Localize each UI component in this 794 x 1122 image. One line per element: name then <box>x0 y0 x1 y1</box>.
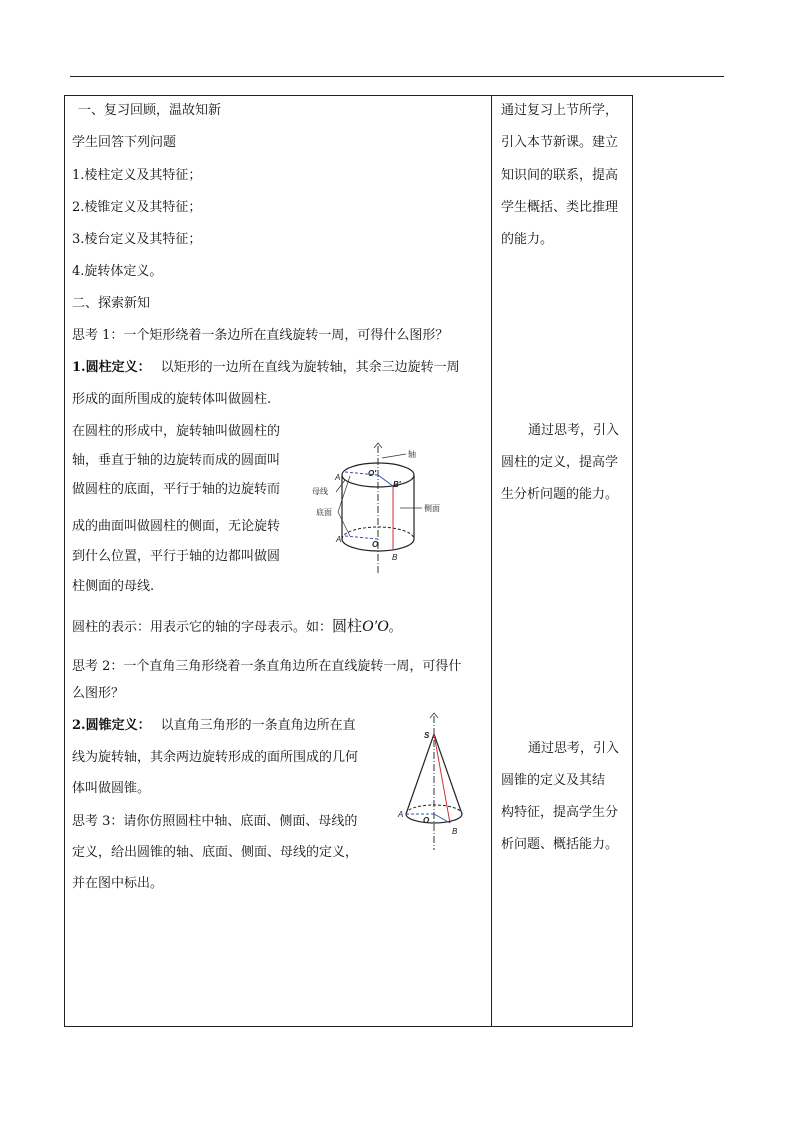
note3-line4: 析问题、概括能力。 <box>501 837 619 852</box>
cone-diagram <box>390 710 480 860</box>
cone-label-O: O <box>423 816 430 825</box>
think-2-line1: 思考 2：一个直角三角形绕着一条直角边所在直线旋转一周，可得什 <box>72 659 462 674</box>
label-O-prime: O′ <box>368 469 377 478</box>
note3-line3: 构特征，提高学生分 <box>501 805 619 820</box>
label-O: O <box>372 540 379 549</box>
note1-line1: 通过复习上节所学， <box>501 103 619 118</box>
repr-end: 。 <box>388 620 402 635</box>
def2-line2: 线为旋转轴，其余两边旋转形成的面所围成的几何 <box>72 750 359 765</box>
cone-label-S: S <box>424 731 430 740</box>
label-axis: 轴 <box>408 450 416 459</box>
think-3-line1: 思考 3：请你仿照圆柱中轴、底面、侧面、母线的 <box>72 814 358 829</box>
label-generatrix: 母线 <box>312 487 328 496</box>
think-3-line2: 定义，给出圆锥的轴、底面、侧面、母线的定义， <box>72 845 359 860</box>
label-B-prime: B′ <box>393 480 401 489</box>
section1-heading: 一、复习回顾，温故知新 <box>78 103 222 118</box>
section2-heading: 二、探索新知 <box>72 296 151 311</box>
column-divider <box>491 95 492 1027</box>
note2-line1: 通过思考，引入 <box>528 423 620 438</box>
section1-intro: 学生回答下列问题 <box>72 135 177 150</box>
question-4: 4.旋转体定义。 <box>72 264 163 279</box>
note3-line2: 圆锥的定义及其结 <box>501 773 606 788</box>
cyl-desc-4: 成的曲面叫做圆柱的侧面，无论旋转 <box>72 519 281 534</box>
question-1: 1.棱柱定义及其特征； <box>72 168 202 183</box>
def1-label: 圆柱定义： <box>85 360 151 375</box>
def1-text: 以矩形的一边所在直线为旋转轴，其余三边旋转一周 <box>160 360 460 375</box>
think-2-line2: 么图形？ <box>72 686 125 701</box>
cyl-desc-6: 柱侧面的母线. <box>72 579 155 594</box>
think-3-line3: 并在图中标出。 <box>72 876 164 891</box>
def2-text: 以直角三角形的一条直角边所在直 <box>160 718 356 733</box>
label-A-prime: A′ <box>336 535 343 544</box>
question-2: 2.棱锥定义及其特征； <box>72 200 202 215</box>
think-1: 思考 1：一个矩形绕着一条边所在直线旋转一周，可得什么图形？ <box>72 328 449 343</box>
cyl-desc-1: 在圆柱的形成中，旋转轴叫做圆柱的 <box>72 424 281 439</box>
note1-line5: 的能力。 <box>501 232 554 247</box>
cyl-desc-2: 轴，垂直于轴的边旋转而成的圆面叫 <box>72 453 281 468</box>
cylinder-diagram <box>310 440 460 580</box>
note2-line3: 生分析问题的能力。 <box>501 487 619 502</box>
cone-definition <box>72 718 356 734</box>
label-A: A <box>335 473 341 482</box>
cone-label-A: A <box>398 810 404 819</box>
def2-number: 2. <box>72 718 86 733</box>
cone-generatrix <box>434 734 450 823</box>
note2-line2: 圆柱的定义，提高学 <box>501 455 619 470</box>
def1-number: 1. <box>72 360 86 375</box>
def2-line3: 体叫做圆锥。 <box>72 781 151 796</box>
label-lateral: 侧面 <box>424 504 440 513</box>
note1-line2: 引入本节新课。建立 <box>501 135 619 150</box>
repr-prefix: 圆柱的表示：用表示它的轴的字母表示。如： <box>72 620 333 635</box>
note3-line1: 通过思考，引入 <box>528 741 620 756</box>
def1-line2: 形成的面所围成的旋转体叫做圆柱. <box>72 392 272 407</box>
cylinder-representation <box>72 618 402 636</box>
cyl-desc-3: 做圆柱的底面，平行于轴的边旋转而 <box>72 482 281 497</box>
cone-label-B: B <box>452 827 458 836</box>
repr-symbol: O′O <box>362 618 389 635</box>
note1-line4: 学生概括、类比推理 <box>501 200 619 215</box>
cyl-desc-5: 到什么位置，平行于轴的边都叫做圆 <box>72 549 281 564</box>
cylinder-definition <box>72 360 460 376</box>
header-rule <box>70 76 724 77</box>
label-base: 底面 <box>316 508 332 517</box>
def2-label: 圆锥定义： <box>85 718 151 733</box>
note1-line3: 知识间的联系，提高 <box>501 168 619 183</box>
repr-word: 圆柱 <box>332 617 363 635</box>
question-3: 3.棱台定义及其特征； <box>72 232 202 247</box>
label-B: B <box>392 553 398 562</box>
